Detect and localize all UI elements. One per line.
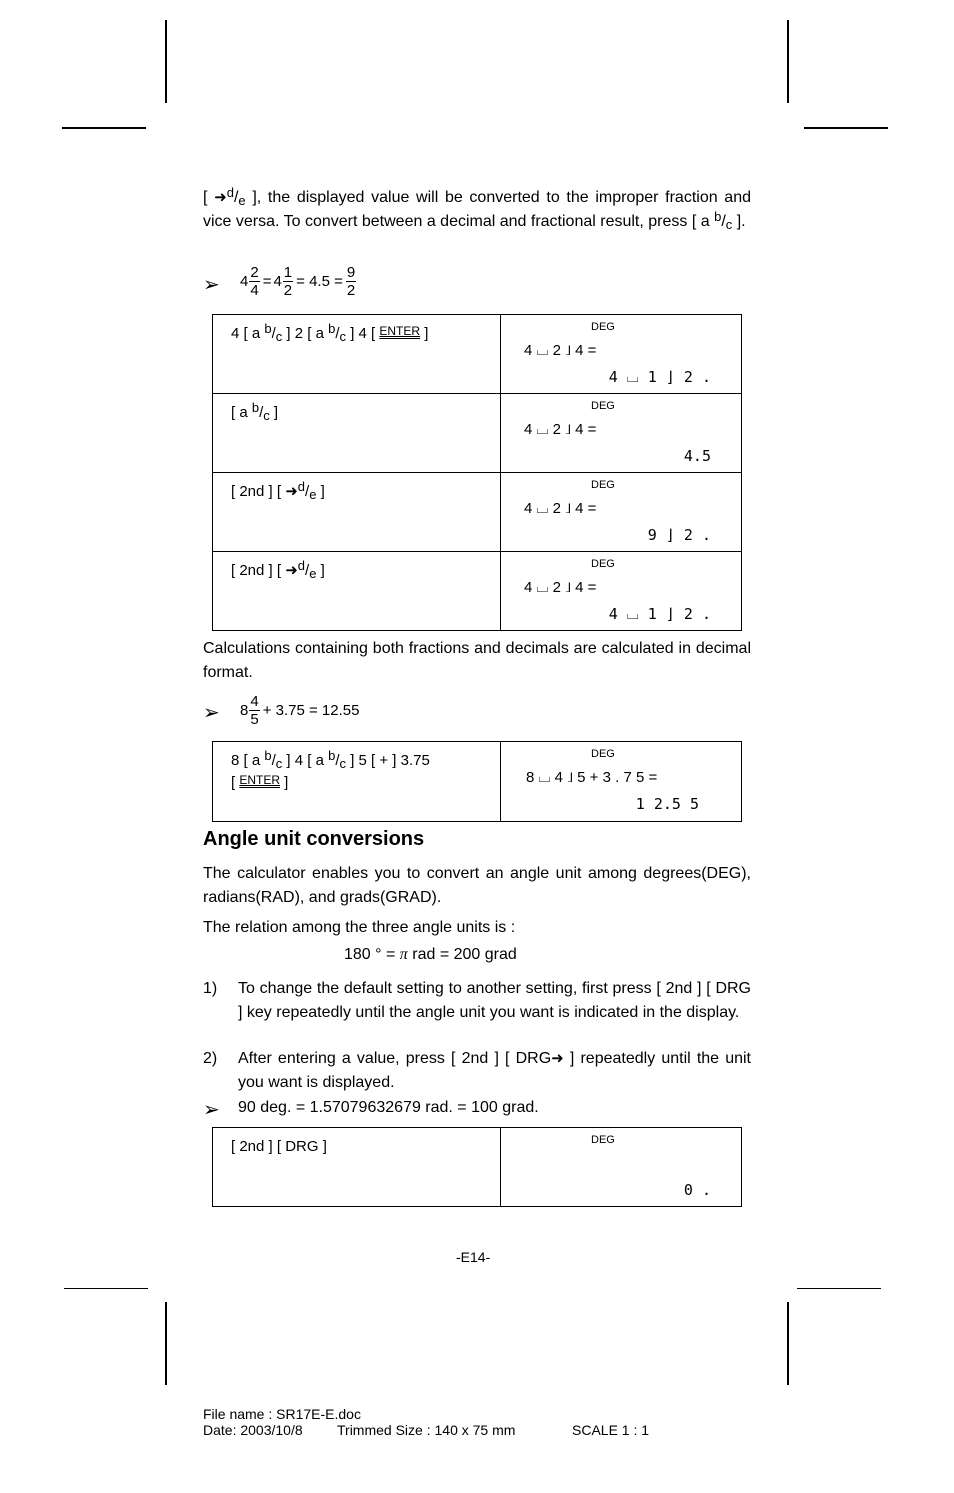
table-row [213, 394, 742, 473]
fraction: $\frac{1}{2}$ [283, 264, 293, 299]
bullet-icon: ➢ [203, 1099, 220, 1121]
crop-mark [787, 1302, 789, 1385]
section-heading: Angle unit conversions [203, 828, 425, 850]
fraction: $\frac{4}{5}$ [250, 693, 259, 728]
list-item: 2) After entering a value, press [ 2nd ] [ DRG➜ ] repeatedly until the unit you want is displayed. [203, 1047, 751, 1094]
keystroke-text: [ 2nd ] [ $➜^d/_e$ ] [231, 558, 325, 581]
body-paragraph: Calculations containing both fractions and decimals are calculated in decimal format. [203, 640, 751, 681]
display-result: 4 ⌴ 1 ⌋ 2 . [608, 605, 711, 623]
display-expression: 4 ⌴ 2 ⌋ 4 = [524, 421, 597, 438]
bullet-icon: ➢ [203, 274, 220, 296]
fraction: $\frac{2}{4}$ [250, 264, 259, 299]
display-result: 4.5 [683, 447, 711, 465]
footer-filename: File name : SR17E-E.doc [203, 1406, 361, 1422]
keystroke-text: [ 2nd ] [ DRG ] [231, 1138, 327, 1155]
deg-indicator: DEG [591, 558, 615, 570]
crop-mark [804, 127, 888, 129]
list-item: 1) To change the default setting to another setting, first press [ 2nd ] [ DRG ] key repeatedly until the angle unit you want is indicated in the display. [203, 980, 751, 1021]
table-row [213, 742, 742, 822]
display-expression: 4 ⌴ 2 ⌋ 4 = [524, 500, 597, 517]
table-row [213, 473, 742, 552]
example-equation: 90 deg. = 1.57079632679 rad. = 100 grad. [238, 1099, 539, 1116]
keystroke-text: [ a $^b/_c$ ] [231, 400, 279, 423]
angle-relation: 180 ° = π rad = 200 grad [344, 946, 517, 963]
keystroke-table [212, 314, 742, 631]
display-result: 9 ⌋ 2 . [647, 526, 711, 544]
keystroke-table [212, 741, 742, 822]
example-equation: 4 $\frac{2}{4}$ = 4 $\frac{1}{2}$ = 4.5 = $\frac{9}{2}$ [240, 264, 356, 299]
footer-trimmed-size: Trimmed Size : 140 x 75 mm [337, 1422, 516, 1438]
display-result: 1 2.5 5 [635, 795, 699, 813]
page-number: -E14- [456, 1249, 491, 1265]
table-row [213, 552, 742, 631]
table-row [213, 315, 742, 394]
crop-mark [787, 20, 789, 103]
crop-mark [797, 1288, 881, 1289]
crop-mark [165, 1302, 167, 1385]
intro-paragraph: [ $➜^d/_e$ ], the displayed value will be converted to the improper fraction and vice versa. To convert between a decimal and fractional result, press [ a $^b/_c$ ]. [203, 185, 752, 232]
bullet-icon: ➢ [203, 702, 220, 724]
deg-indicator: DEG [591, 479, 615, 491]
deg-indicator: DEG [591, 400, 615, 412]
deg-indicator: DEG [591, 321, 615, 333]
display-expression: 4 ⌴ 2 ⌋ 4 = [524, 342, 597, 359]
display-expression: 4 ⌴ 2 ⌋ 4 = [524, 579, 597, 596]
crop-mark [62, 127, 146, 129]
footer-scale: SCALE 1 : 1 [572, 1422, 650, 1438]
display-result: 4 ⌴ 1 ⌋ 2 . [608, 368, 711, 386]
arrow-icon: ➜ [551, 1050, 564, 1067]
fraction: $\frac{9}{2}$ [346, 264, 356, 299]
example-equation: 8 $\frac{4}{5}$ + 3.75 = 12.55 [240, 693, 360, 728]
body-paragraph: The calculator enables you to convert an angle unit among degrees(DEG), radians(RAD), and grads(GRAD). [203, 865, 751, 906]
display-result: 0 . [683, 1181, 711, 1199]
body-paragraph: The relation among the three angle units is : [203, 919, 516, 936]
display-expression: 8 ⌴ 4 ⌋ 5 + 3 . 7 5 = [526, 769, 658, 786]
keystroke-table [212, 1127, 742, 1207]
footer-date: Date: 2003/10/8 [203, 1422, 303, 1438]
arrow-icon: ➜ [214, 189, 227, 206]
crop-mark [165, 20, 167, 103]
keystroke-text: 8 [ a $^b/_c$ ] 4 [ a $^b/_c$ ] 5 [ + ] 3.75 [ ENTER ] [231, 748, 430, 791]
deg-indicator: DEG [591, 748, 615, 760]
deg-indicator: DEG [591, 1134, 615, 1146]
crop-mark [64, 1288, 148, 1289]
keystroke-text: 4 [ a $^b/_c$ ] 2 [ a $^b/_c$ ] 4 [ ENTER ] [231, 321, 429, 344]
table-row [213, 1128, 742, 1207]
keystroke-text: [ 2nd ] [ $➜^d/_e$ ] [231, 479, 325, 502]
